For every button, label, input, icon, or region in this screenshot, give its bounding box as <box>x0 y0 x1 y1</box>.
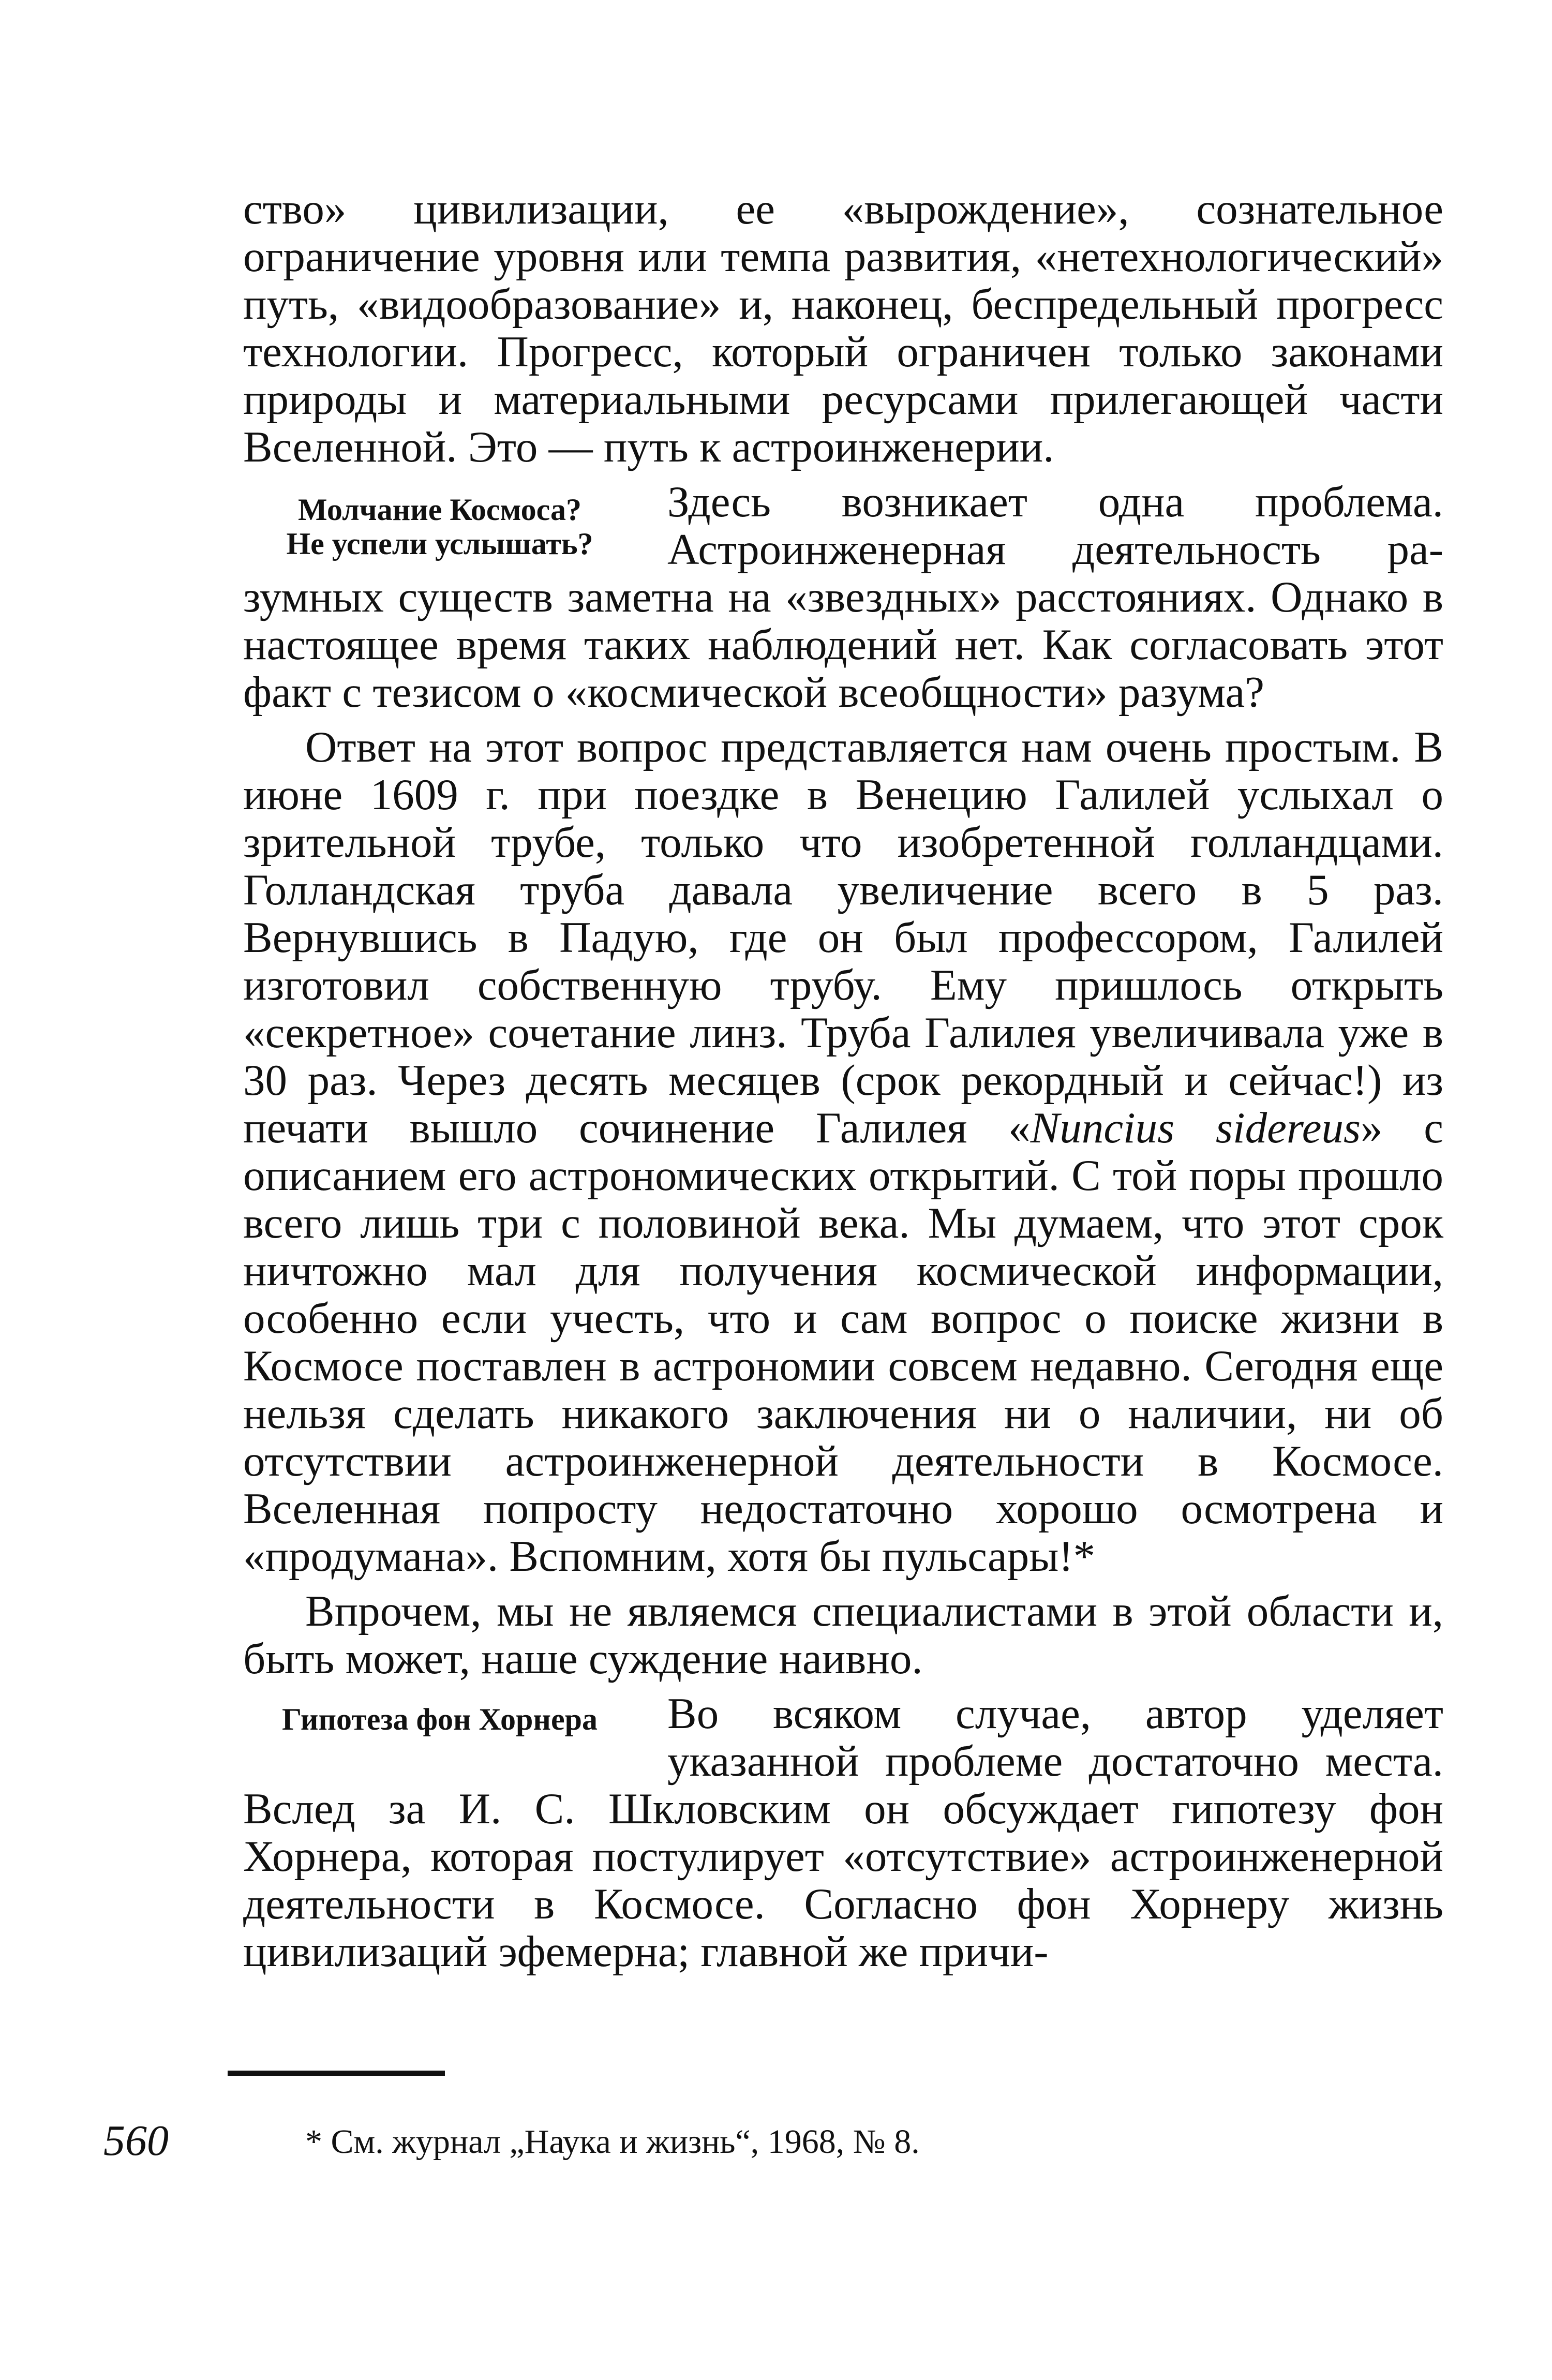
footnote: * См. журнал „Наука и жизнь“, 1968, № 8. <box>305 2123 920 2161</box>
page-number: 560 <box>103 2117 169 2165</box>
paragraph-3-text-a: Ответ на этот вопрос представляется нам очень простым. В июне 1609 г. при поездке в Венецию Галилей услыхал о зрительной трубе, только что изобретенной голландцами. Голландская труба давала увеличение всего в 5 раз. Вернувшись в Падую, где он был профессором, Галилей изготовил собственную трубу. Ему пришлось открыть «секретное» сочетание линз. Труба Галилея увеличивала уже в 30 раз. Через десять месяцев (срок рекордный и сейчас!) из печати вышло сочинение Галилея « <box>243 723 1443 1152</box>
footnote-divider <box>228 2071 445 2076</box>
paragraph-1: ство» цивилизации, ее «вырождение», сознательное ограничение уровня или темпа развития, «нетехнологический» путь, «видообразование» и, наконец, беспредельный прогресс технологии. Прогресс, который ограничен только законами природы и материальными ресурсами прилегающей части Вселенной. Это — путь к астроинженерии. <box>243 185 1443 471</box>
side-heading-von-hoerner-hypothesis <box>243 1694 636 1736</box>
paragraph-2: Здесь возникает одна проблема. Астроинженерная деятельность разумных существ заметна на «звездных» расстояниях. Однако в настоящее время таких наблюдений нет. Как согласовать этот факт с тезисом о «космической всеобщности» разума? <box>243 478 1443 717</box>
paragraph-5: Во всяком случае, автор уделяет указанной проблеме достаточно места. Вслед за И. С. Шкловским он обсуждает гипотезу фон Хорнера, которая постулирует «отсутствие» астроинженерной деятельности в Космосе. Согласно фон Хорнеру жизнь цивилизаций эфемерна; главной же причи- <box>243 1689 1443 1976</box>
paragraph-3-text-b: » с описанием его астрономических открытий. С той поры прошло всего лишь три с половиной века. Мы думаем, что этот срок ничтожно мал для получения космической информации, особенно если учесть, что и сам вопрос о поиске жизни в Космосе поставлен в астрономии совсем недавно. Сегодня еще нельзя сделать никакого заключения ни о наличии, ни об отсутствии астроинженерной деятельности в Космосе. Вселенная попросту недостаточно хорошо осмотрена и «продумана». Вспомним, хотя бы пульсары!* <box>243 1104 1443 1581</box>
book-title-latin: Nuncius sidereus <box>1030 1104 1361 1152</box>
side-heading-silence-of-cosmos <box>243 484 636 561</box>
text-column <box>243 185 1443 1975</box>
side-heading-line: Не успели услышать? <box>286 527 593 561</box>
side-heading-line: Гипотеза фон Хорнера <box>282 1702 598 1736</box>
side-heading-line: Молчание Космоса? <box>298 493 581 527</box>
paragraph-4: Впрочем, мы не являемся специалистами в этой области и, быть может, наше суждение наивно. <box>243 1587 1443 1683</box>
paragraph-3 <box>243 723 1443 1580</box>
